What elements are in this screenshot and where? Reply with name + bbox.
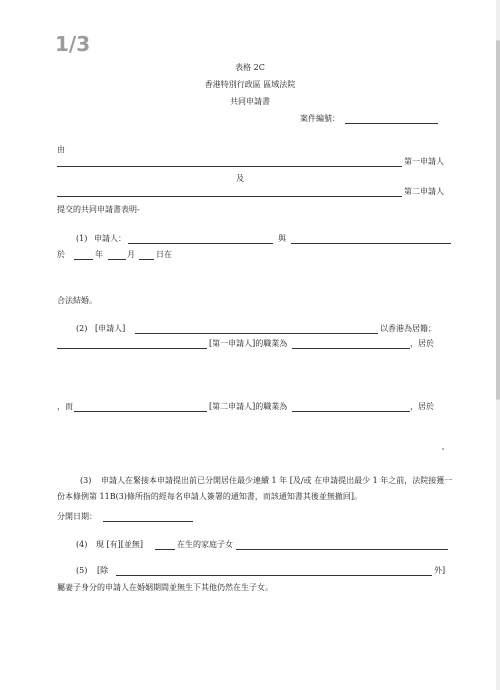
para3-line1: 申請人在緊接本申請提出前已分開居住最少連續 1 年 [及/或 在申請提出最少 1 年之前，法院接獲一 — [101, 476, 453, 485]
document-title: 共同申請書 — [230, 97, 270, 106]
by-label: 由 — [57, 145, 65, 154]
para5-number: (5) — [76, 566, 88, 575]
married-text: 合法結婚。 — [57, 296, 97, 305]
second-applicant-label: 第二申請人 — [404, 187, 444, 196]
first-applicant-occupation-field[interactable] — [57, 348, 207, 349]
para1-applicant1-field[interactable] — [128, 243, 273, 244]
children-count-field[interactable] — [155, 549, 175, 550]
form-number: 表格 2C — [235, 63, 265, 72]
residing-label-1: ，居於 — [410, 339, 434, 348]
first-applicant-address-field[interactable] — [292, 348, 410, 349]
residence-text: 以香港為居籍； — [380, 324, 436, 333]
para2-number: (2) — [76, 324, 88, 333]
children-details-field[interactable] — [236, 549, 448, 550]
second-applicant-address-field[interactable] — [292, 411, 410, 412]
exception-field[interactable] — [116, 575, 432, 576]
second-occupation-label: [第二申請人]的職業為 — [209, 402, 288, 411]
para5-text: 屬妻子身分的申請人在婚姻期間並無生下其他仍然在生子女。 — [57, 583, 273, 592]
year-label: 年 — [95, 250, 103, 259]
case-number-field[interactable] — [345, 123, 438, 124]
separation-date-field[interactable] — [103, 521, 193, 522]
page-indicator: 1/3 — [55, 32, 91, 56]
second-applicant-occupation-field[interactable] — [74, 411, 207, 412]
para2-applicant-field[interactable] — [135, 333, 378, 334]
marriage-year-field[interactable] — [74, 259, 93, 260]
para2-applicant-label: [申請人] — [95, 324, 126, 333]
first-occupation-label: [第一申請人]的職業為 — [209, 339, 288, 348]
para4-text-a: 現 [有][並無] — [96, 540, 144, 549]
vertical-scrollbar[interactable] — [496, 0, 500, 690]
court-name: 香港特別行政區 區域法院 — [204, 80, 296, 89]
para3-line2: 份本條例第 11B(3)條所指的經每名申請人簽署的通知書，而該通知書其後並無撤回]。 — [57, 492, 363, 501]
and-prefix: ，而 — [57, 402, 73, 411]
statement-text: 提交的共同申請書表明- — [57, 205, 140, 214]
para1-applicant2-field[interactable] — [291, 243, 451, 244]
para4-number: (4) — [76, 540, 88, 549]
month-label: 月 — [127, 250, 135, 259]
first-applicant-label: 第一申請人 — [404, 157, 444, 166]
para4-text-b: 在生的家庭子女 — [177, 540, 233, 549]
para5-open: [除 — [97, 566, 109, 575]
second-applicant-name-field[interactable] — [57, 196, 402, 197]
separation-date-label: 分開日期： — [57, 512, 97, 521]
para5-close: 外] — [434, 566, 446, 575]
residing-label-2: ，居於 — [410, 402, 434, 411]
case-number-label: 案件編號： — [300, 114, 340, 123]
scrollbar-thumb[interactable] — [496, 40, 500, 400]
para1-applicant-label: 申請人： — [94, 234, 126, 243]
marriage-day-field[interactable] — [139, 259, 154, 260]
first-applicant-name-field[interactable] — [57, 166, 402, 167]
para1-with-label: 與 — [278, 234, 286, 243]
stray-mark — [442, 448, 444, 450]
para3-number: (3) — [80, 476, 92, 485]
para1-on-label: 於 — [57, 250, 65, 259]
para1-number: (1) — [76, 234, 88, 243]
marriage-month-field[interactable] — [108, 259, 126, 260]
and-label: 及 — [236, 174, 244, 183]
day-label: 日在 — [156, 250, 172, 259]
